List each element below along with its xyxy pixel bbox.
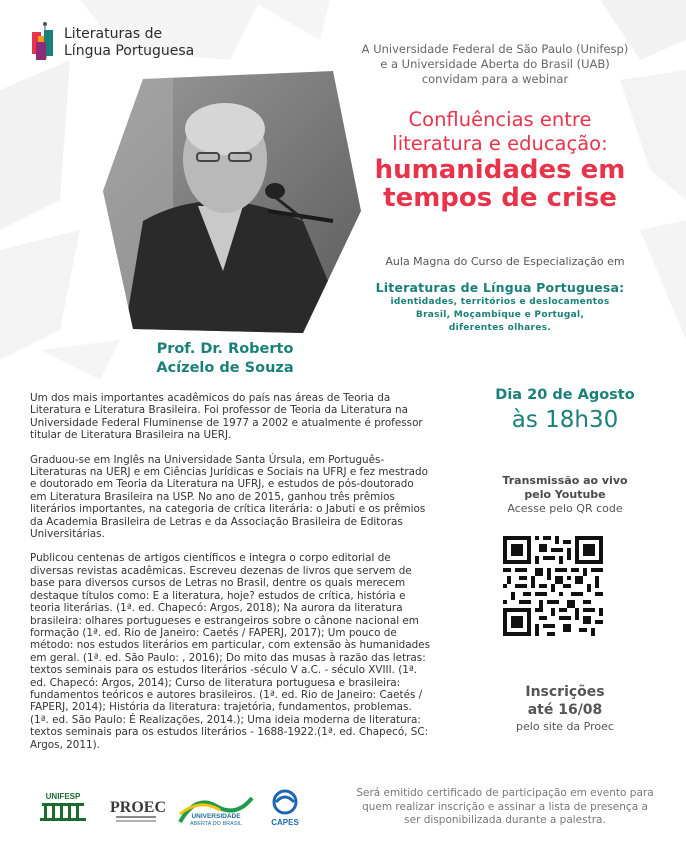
proec-text: PROEC: [110, 799, 166, 816]
aula-magna-text: Aula Magna do Curso de Especialização em: [385, 255, 625, 268]
certificate-line2: quem realizar inscrição e assinar a lista de presença a: [362, 800, 648, 813]
intro-line1: A Universidade Federal de São Paulo (Unifesp): [361, 42, 629, 56]
broadcast-line1: Transmissão ao vivo: [502, 474, 628, 487]
registration-line1: Inscrições: [525, 684, 605, 700]
capes-text: CAPES: [271, 818, 299, 827]
logo-text: [64, 26, 194, 60]
qr-code-icon[interactable]: [503, 536, 603, 636]
registration-info: [460, 683, 670, 734]
title-line3: humanidades em: [374, 155, 626, 185]
broadcast-line3: Acesse pelo QR code: [507, 502, 623, 515]
speaker-name: [115, 340, 335, 378]
certificate-line1: Será emitido certificado de participação em evento para: [356, 787, 654, 799]
bio-paragraph-1: Um dos mais importantes acadêmicos do país nas áreas de Teoria da Literatura e Literatura Brasileira. Foi professor de Teoria da Literatura na Universidade Federal Fluminense de 1977 a 2002 e atualmente é professor titular de Literatura Brasileira na UERJ.: [30, 392, 423, 442]
logo-line2: Língua Portuguesa: [64, 43, 195, 59]
title-line2: literatura e educação:: [392, 132, 608, 155]
course-name: Literaturas de Língua Portuguesa:: [375, 280, 625, 295]
bio-paragraph-3: Publicou centenas de artigos científicos e integra o corpo editorial de diversas revistas acadêmicas. Escreveu dezenas de livros que servem de base para diversos cursos de Letras no Brasil, dentre os quais merecem destaque títulos como: E a literatura, hoje? estudos de crítica, história e teoria literárias. (1ª. ed. Chapecó: Argos, 2018); Na aurora da literatura brasileira: olhares portugueses e estrangeiros sobre o cânone nacional em formação (1ª. ed. Rio de Janeiro: Caetés / FAPERJ, 2017); Um pouco de método: nos estudos literários em particular, com extensão às humanidades em geral. (1ª. ed. São Paulo: , 2016); Do mito das musas à razão das letras: textos seminais para os estudos literários -século V a.C. - século XVIII. (1ª. ed. Chapecó: Argos, 2014); Curso de literatura portuguesa e brasileira: fundamentos teóricos e autores brasileiros. (1ª. ed. Rio de Janeiro: Caetés / FAPERJ, 2014); História da literatura: trajetória, fundamentos, problemas. (1ª. ed. São Paulo: É Realizações, 2014.); Uma ideia moderna de literatura: textos seminais para os estudos literários - 1688-1922.(1ª. ed. Chapecó, SC: Argos, 2011).: [30, 552, 430, 751]
speaker-line2: Acízelo de Souza: [156, 360, 294, 376]
course-sub2: Brasil, Moçambique e Portugal,: [415, 310, 585, 320]
uab-text-2: ABERTA DO BRASIL: [189, 821, 243, 827]
course-block: [330, 280, 670, 335]
course-sub1: identidades, territórios e deslocamentos: [390, 297, 610, 307]
speaker-photo: [103, 71, 363, 341]
title-line1: Confluências entre: [408, 108, 592, 131]
bio-paragraph-2: Graduou-se em Inglês na Universidade Santa Úrsula, em Português-Literaturas na UERJ e em Ciências Jurídicas e Sociais na UFRJ e fez mestrado e doutorado em Teoria da Literatura na UFRJ, e estudos de pós-doutorado em Literatura Brasileira na USP. No ano de 2015, ganhou três prêmios literários importantes, na categoria de crítica literária: o Jabuti e os prêmios da Academia Brasileira de Letras e da Associação Brasileira de Editoras Universitárias.: [30, 453, 428, 541]
registration-deadline: até 16/08: [527, 702, 603, 718]
event-title: [340, 108, 660, 212]
intro-text: [330, 42, 660, 87]
uab-text-1: UNIVERSIDADE: [191, 813, 241, 820]
logo-line1: Literaturas de: [64, 26, 163, 42]
course-sub3: diferentes olhares.: [448, 323, 552, 333]
broadcast-info: [460, 474, 670, 516]
proec-logo: [108, 795, 166, 825]
certificate-note: [335, 787, 675, 828]
event-datetime: [460, 386, 670, 435]
event-date: Dia 20 de Agosto: [495, 387, 635, 403]
intro-line2: e a Universidade Aberta do Brasil (UAB): [380, 57, 610, 71]
capes-logo: [262, 788, 308, 828]
speaker-line1: Prof. Dr. Roberto: [156, 341, 294, 357]
unifesp-text: UNIFESP: [45, 792, 81, 801]
registration-line3: pelo site da Proec: [516, 720, 614, 733]
unifesp-logo: [32, 790, 94, 826]
uab-logo: [176, 792, 256, 828]
intro-line3: convidam para a webinar: [421, 72, 569, 86]
certificate-line3: ser disponibilizada durante a palestra.: [404, 814, 606, 826]
title-line4: tempos de crise: [383, 183, 617, 213]
event-time: às 18h30: [511, 407, 619, 433]
broadcast-line2: pelo Youtube: [524, 488, 606, 501]
speaker-bio: [30, 392, 430, 763]
